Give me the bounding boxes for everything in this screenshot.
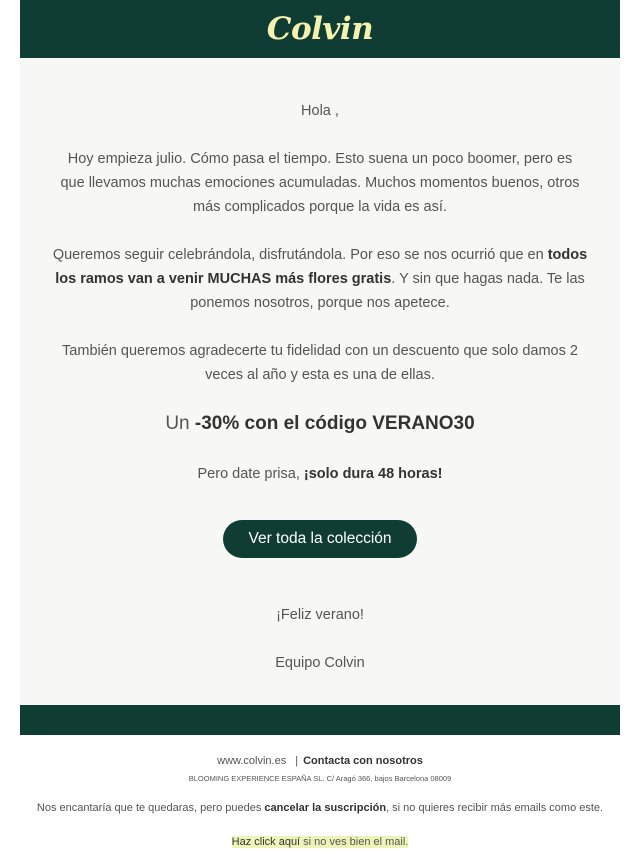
hurry-line [20,462,620,486]
view-in-browser-link[interactable]: Haz click aquí [231,836,301,848]
link-separator: | [295,755,299,767]
website-link[interactable]: www.colvin.es [217,755,287,767]
sign-off-text: ¡Feliz verano! [276,607,364,623]
unsubscribe-suffix: , si no quieres recibir más emails como este. [386,802,604,814]
view-in-browser-line [20,835,620,849]
email-header [20,0,620,58]
hurry-text: Pero date prisa, [197,466,304,482]
promo-prefix: Un [165,413,195,434]
signature-text: Equipo Colvin [275,655,365,671]
hurry-highlight: ¡solo dura 48 horas! [303,466,443,482]
unsubscribe-link[interactable]: cancelar la suscripción [264,802,387,814]
free-flowers-paragraph [20,243,620,315]
footer-band [20,705,620,735]
company-info: BLOOMING EXPERIENCE ESPAÑA SL. C/ Aragó 366, bajos Barcelona 08009 [188,774,452,783]
contact-link[interactable]: Contacta con nosotros [303,755,423,767]
email-body [20,58,620,705]
email-container [20,0,620,849]
footer-links [20,754,620,768]
free-flowers-text-2: . Y sin que hagas nada. Te las ponemos nosotros, porque nos apetece. [190,271,585,311]
view-in-browser-highlight [232,836,409,848]
loyalty-paragraph: También queremos agradecerte tu fidelidad con un descuento que solo damos 2 veces al año y esta es una de ellas. [62,343,578,383]
intro-paragraph: Hoy empieza julio. Cómo pasa el tiempo. Esto suena un poco boomer, pero es que llevamos muchas emociones acumuladas. Muchos momentos buenos, otros más complicados porque la vida es así. [60,151,580,215]
promo-code-line [20,412,620,436]
promo-code-highlight: -30% con el código VERANO30 [194,413,475,434]
unsubscribe-prefix: Nos encantaría que te quedaras, pero puedes [36,802,265,814]
greeting-text: Hola , [301,103,339,119]
unsubscribe-line [20,801,620,815]
colvin-logo[interactable]: Colvin [266,11,374,47]
view-in-browser-suffix: si no ves bien el mail. [300,836,409,848]
view-collection-button[interactable]: Ver toda la colección [223,520,416,558]
email-footer [20,754,620,849]
free-flowers-highlight: todos los ramos van a venir MUCHAS más flores gratis [55,247,588,287]
free-flowers-text-1: Queremos seguir celebrándola, disfrutándola. Por eso se nos ocurrió que en [52,247,548,263]
